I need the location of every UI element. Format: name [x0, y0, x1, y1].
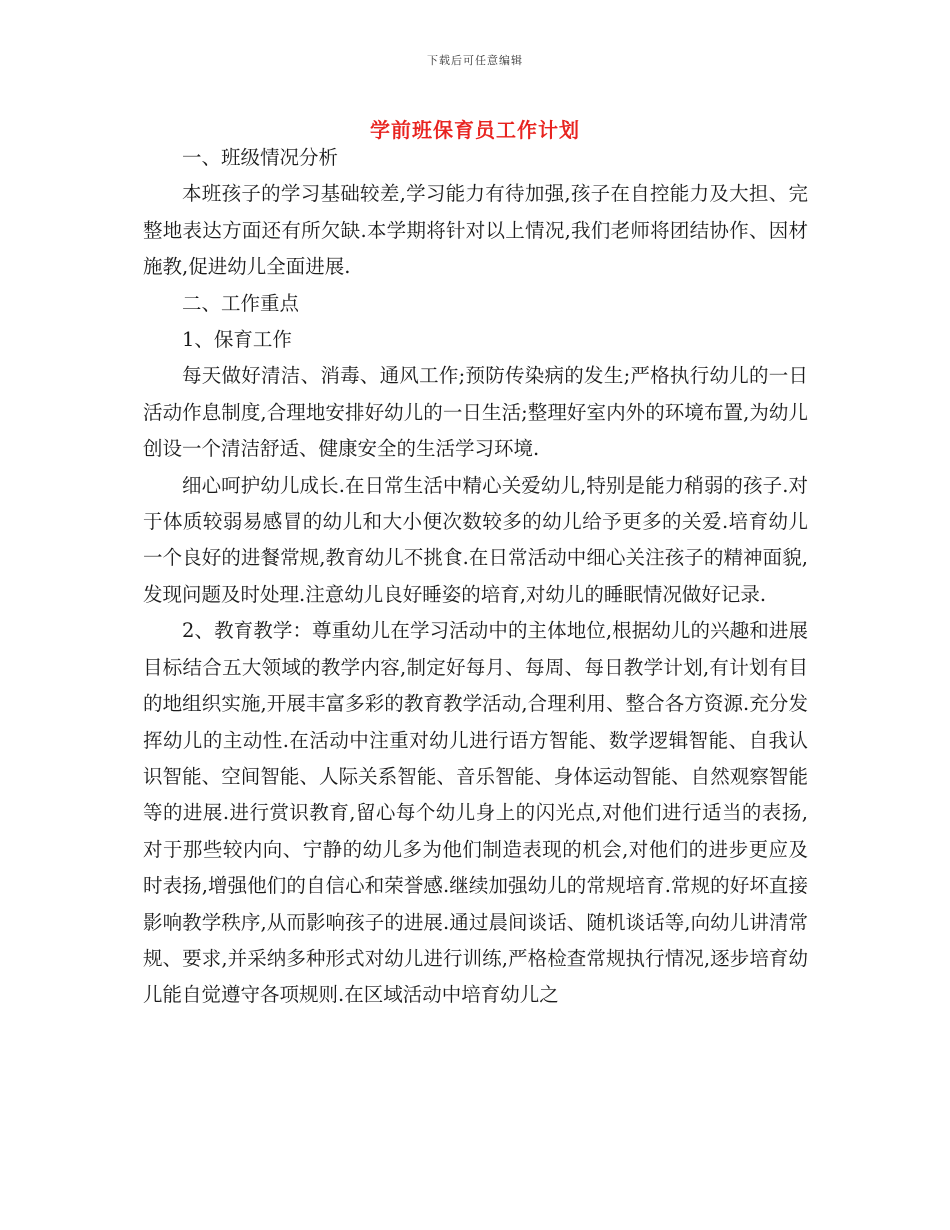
paragraph-daily-cleaning: 每天做好清洁、消毒、通风工作;预防传染病的发生;严格执行幼儿的一日活动作息制度,合理地安排好幼儿的一日生活;整理好室内外的环境布置,为幼儿创设一个清洁舒适、健康安全的生活学习环境.: [143, 364, 808, 461]
paragraph-class-analysis: 本班孩子的学习基础较差,学习能力有待加强,孩子在自控能力及大担、完整地表达方面还有所欠缺.本学期将针对以上情况,我们老师将团结协作、因材施教,促进幼儿全面进展.: [143, 182, 808, 279]
document-title: 学前班保育员工作计划: [370, 118, 580, 142]
paragraph-education-teaching: 2、教育教学：尊重幼儿在学习活动中的主体地位,根据幼儿的兴趣和进展目标结合五大领域的教学内容,制定好每月、每周、每日教学计划,有计划有目的地组织实施,开展丰富多彩的教育教学活动,合理利用、整合各方资源.充分发挥幼儿的主动性.在活动中注重对幼儿进行语方智能、数学逻辑智能、自我认识智能、空间智能、人际关系智能、音乐智能、身体运动智能、自然观察智能等的进展.进行赏识教育,留心每个幼儿身上的闪光点,对他们进行适当的表扬,对于那些较内向、宁静的幼儿多为他们制造表现的机会,对他们的进步更应及时表扬,增强他们的自信心和荣誉感.继续加强幼儿的常规培育.常规的好坏直接影响教学秩序,从而影响孩子的进展.通过晨间谈话、随机谈话等,向幼儿讲清常规、要求,并采纳多种形式对幼儿进行训练,严格检查常规执行情况,逐步培育幼儿能自觉遵守各项规则.在区域活动中培育幼儿之: [143, 619, 808, 1007]
header-note: 下载后可任意编辑: [427, 54, 523, 67]
document-body: [143, 140, 808, 1014]
subheading-care-work: 1、保育工作: [182, 328, 292, 352]
paragraph-careful-nurturing: 细心呵护幼儿成长.在日常生活中精心关爱幼儿,特别是能力稍弱的孩子.对于体质较弱易感冒的幼儿和大小便次数较多的幼儿给予更多的关爱.培育幼儿一个良好的进餐常规,教育幼儿不挑食.在日常活动中细心关注孩子的精神面貌,发现问题及时处理.注意幼儿良好睡姿的培育,对幼儿的睡眠情况做好记录.: [143, 473, 808, 606]
section-heading-work-focus: 二、工作重点: [182, 291, 300, 315]
section-heading-class-analysis: 一、班级情况分析: [182, 146, 339, 169]
